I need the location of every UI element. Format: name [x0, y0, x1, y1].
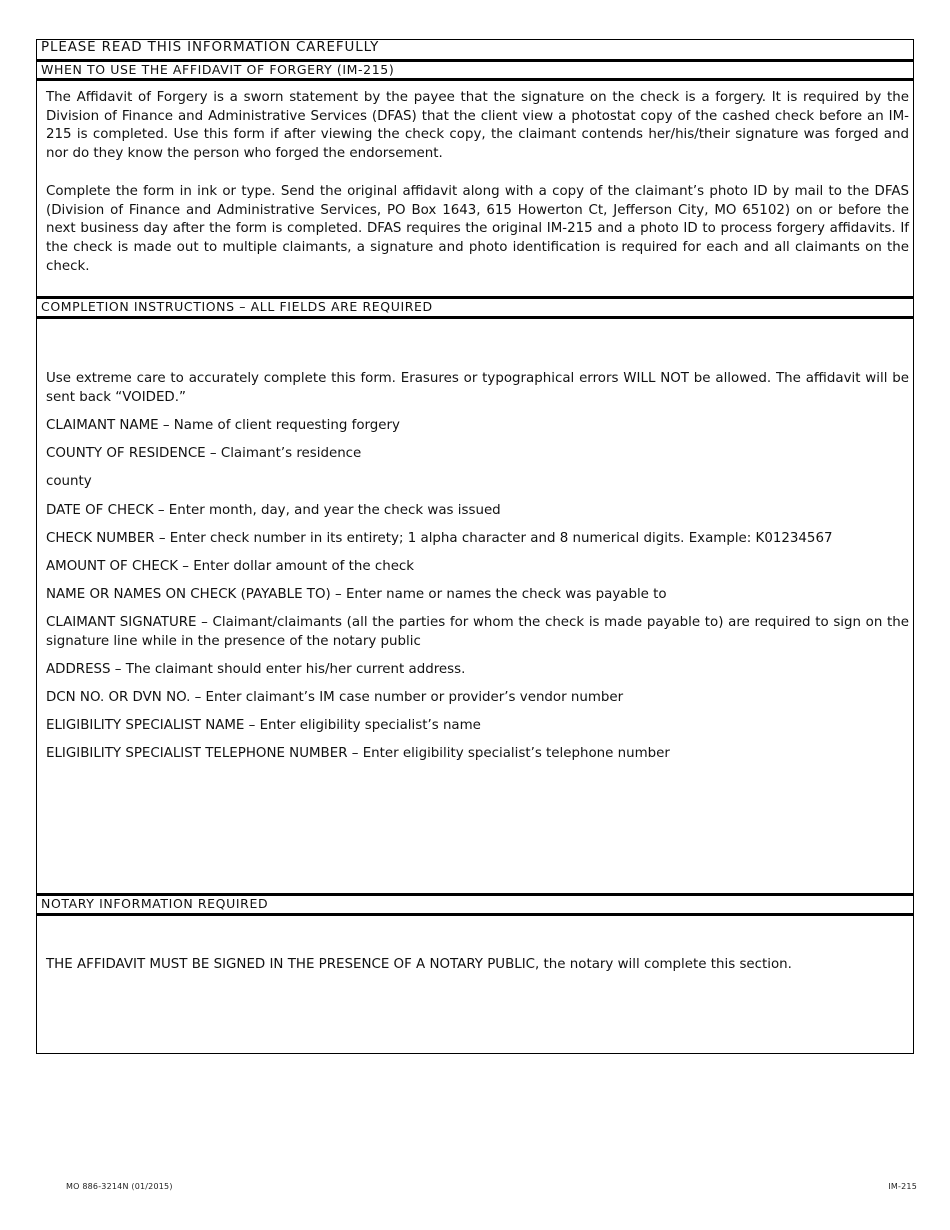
- item-eligibility-specialist-phone: ELIGIBILITY SPECIALIST TELEPHONE NUMBER – Enter eligibility specialist’s telephone number: [46, 746, 670, 761]
- item-dcn-dvn-number: DCN NO. OR DVN NO. – Enter claimant’s IM case number or provider’s vendor number: [46, 690, 624, 705]
- item-names-on-check: NAME OR NAMES ON CHECK (PAYABLE TO) – Enter name or names the check was payable to: [46, 587, 667, 602]
- when-to-use-paragraph-2: Complete the form in ink or type. Send the original affidavit along with a copy of the claimant’s photo ID by mail to the DFAS (Division of Finance and Administrative Services, PO Box 1643, 615 Howerton Ct, Jefferson City, MO 65102) on or before the next business day after the form is completed. DFAS requires the original IM-215 and a photo ID to process forgery affidavits. If the check is made out to multiple claimants, a signature and photo identification is required for each and all claimants on the check.: [46, 184, 909, 274]
- header-title: PLEASE READ THIS INFORMATION CAREFULLY: [41, 40, 380, 55]
- item-eligibility-specialist-name: ELIGIBILITY SPECIALIST NAME – Enter eligibility specialist’s name: [46, 718, 481, 733]
- when-to-use-paragraph-1: The Affidavit of Forgery is a sworn statement by the payee that the signature on the check is a forgery. It is required by the Division of Finance and Administrative Services (DFAS) that the client view a photostat copy of the cashed check before an IM-215 is completed. Use this form if after viewing the check copy, the claimant contends her/his/their signature was forged and nor do they know the person who forged the endorsement.: [46, 90, 909, 162]
- item-county: county: [46, 474, 92, 489]
- form-number: MO 886-3214N (01/2015): [66, 1182, 173, 1191]
- instructions-form-frame: [36, 39, 914, 1054]
- notary-text: THE AFFIDAVIT MUST BE SIGNED IN THE PRESENCE OF A NOTARY PUBLIC, the notary will complete this section.: [46, 957, 792, 972]
- item-claimant-name: CLAIMANT NAME – Name of client requesting forgery: [46, 418, 400, 433]
- when-to-use-title: WHEN TO USE THE AFFIDAVIT OF FORGERY (IM-215): [37, 59, 913, 81]
- item-check-number: CHECK NUMBER – Enter check number in its entirety; 1 alpha character and 8 numerical digits. Example: K01234567: [46, 531, 833, 546]
- notary-title: NOTARY INFORMATION REQUIRED: [37, 893, 913, 916]
- item-date-of-check: DATE OF CHECK – Enter month, day, and year the check was issued: [46, 503, 501, 518]
- item-amount-of-check: AMOUNT OF CHECK – Enter dollar amount of the check: [46, 559, 415, 574]
- form-id: IM-215: [888, 1182, 917, 1191]
- item-address: ADDRESS – The claimant should enter his/her current address.: [46, 662, 466, 677]
- completion-intro: Use extreme care to accurately complete this form. Erasures or typographical errors WILL NOT be allowed. The affidavit will be sent back “VOIDED.”: [46, 371, 909, 405]
- item-county-of-residence: COUNTY OF RESIDENCE – Claimant’s residence: [46, 446, 362, 461]
- completion-title: COMPLETION INSTRUCTIONS – ALL FIELDS ARE REQUIRED: [37, 296, 913, 319]
- item-claimant-signature: CLAIMANT SIGNATURE – Claimant/claimants (all the parties for whom the check is made payable to) are required to sign on the signature line while in the presence of the notary public: [46, 615, 909, 649]
